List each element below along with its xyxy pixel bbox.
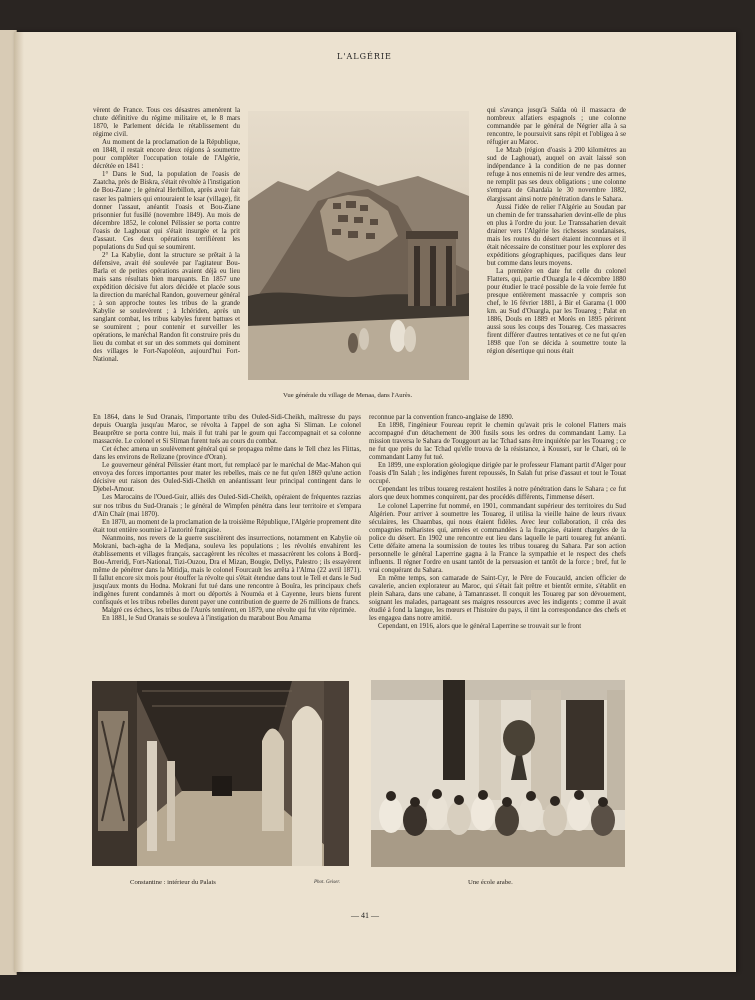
paragraph: En même temps, son camarade de Saint-Cyr, le Père de Foucauld, ancien officier de cavalerie, ancien explorateur au Maroc, qui s'était fait prêtre et bientôt ermite, s'établit en plein Sahara, dans une cabane, à Tamanrasset. Il conquit les Touareg par son dévouement, soignant les malades, partageant ses maigres ressources avec les indigents ; comme il avait étudié à fond la langue, les mœurs et l'histoire du pays, il tint la correspondance des chefs et les engagea dans notre amitié. [369,574,626,623]
paragraph: Cependant les tribus touareg restaient hostiles à notre pénétration dans le Sahara ; ce fut alors que deux hommes conquirent, par des procédés différents, l'immense désert. [369,486,626,502]
text-block-lower-left [93,414,361,623]
paragraph: Aussi l'idée de relier l'Algérie au Soudan par un chemin de fer transsaharien devint-elle de plus en plus à l'ordre du jour. Le Transsaharien devait drainer vers l'Algérie les richesses soudanaises, mais les routes du désert étaient inconnues et il était nécessaire de constituer pour les explorer des expéditions géographiques, pacifiques dans leur but comme dans leurs moyens. [487,203,626,267]
photo-credit: Phot. Geiser. [314,880,340,885]
paragraph: 2° La Kabylie, dont la structure se prêtait à la défensive, avait été soulevée par l'agitateur Bou-Barla et de petites opérations avaient déjà eu lieu mais sans résultats bien marquants. En 1857 une expédition décisive fut alors décidée et placée sous la direction du maréchal Randon, gouverneur général ; à son approche toutes les tribus de la grande Kabylie se soulevèrent ; à Ichériden, après un sanglant combat, les tribus kabyles furent battues et se soumirent ; pour contenir et surveiller les opérations, le maréchal Randon fit construire près du lieu du combat et sur un des sommets qui dominent des villages le Fort-Napoléon, aujourd'hui Fort-National. [93,251,240,364]
paragraph: vèrent de France. Tous ces désastres amenèrent la chute définitive du régime militaire et, le 8 mars 1870, le Parlement décida le rétablissement du régime civil. [93,107,240,139]
photo-constantine-palace [92,681,349,866]
paragraph: La première en date fut celle du colonel Flatters, qui, partie d'Ouargla le 4 décembre 1880 pour étudier le tracé possible de la voie ferrée fut presque entièrement massacrée y compris son chef, le 16 février 1881, à Bir el Garama (1 000 km. au Sud d'Ouargla, par les Touareg ; Palat en 1886, Douls en 1889 et Morès en 1895 périrent aussi sous les coups des Touareg. Ces massacres firent différer d'autres tentatives et ce ne fut qu'en 1898 que l'on se décida à soumettre toute la région désertique qui nous était [487,267,626,356]
paragraph: Le gouverneur général Pélissier étant mort, fut remplacé par le maréchal de Mac-Mahon qui envoya des forces importantes pour mater les rebelles, mais ce ne fut qu'en 1869 qu'une action décisive eut raison des Ouled-Sidi-Cheikh en anéantissant leur principal contingent dans le Djebel-Amour. [93,462,361,494]
photo-arab-school [371,680,625,867]
page-gutter [14,32,24,972]
paragraph: Néanmoins, nos revers de la guerre suscitèrent des insurrections, notamment en Kabylie où Mokrani, bach-agha de la Medjana, souleva les populations ; les révoltés envahirent les établissements et villages français, saccagèrent les récoltes et massacrèrent les colons à Bordj-Bou-Arreridj, Fort-National, Tizi-Ouzou, Dra el Mizan, Bougie, Dellys, Palestro ; ils essayèrent même de pénétrer dans la Mitidja, mais le colonel Fourcault les arrêta à l'Alma (22 avril 1871). Il fallut encore six mois pour étouffer la révolte qui s'était étendue dans tout le Tell et dans le Sud jusqu'aux monts du Hodna. Mokrani fut tué dans une rencontre à Bouïra, les principaux chefs indigènes furent condamnés à mort ou déportés à Nouméa et à Cayenne, leurs biens furent confisqués et les tribus rebelles durent payer une contribution de guerre de 26 millions de francs. [93,534,361,607]
paragraph: En 1899, une exploration géologique dirigée par le professeur Flamant partit d'Alger pour l'oasis d'In Salah ; les indigènes furent repoussés, In Salah fut prise d'assaut et tout le Touat occupé. [369,462,626,486]
running-header: L'ALGÉRIE [337,52,392,61]
paragraph: Les Marocains de l'Oued-Guir, alliés des Ouled-Sidi-Cheikh, opéraient de fréquentes razzias sur nos tribus du Sud-Oranais ; le général de Wimpfen pénétra dans leur territoire et s'empara d'Aïn Chaïr (mai 1870). [93,494,361,518]
paragraph: reconnue par la convention franco-anglaise de 1890. [369,414,514,421]
paragraph: Malgré ces échecs, les tribus de l'Aurès tentèrent, en 1879, une révolte qui fut vite réprimée. [102,607,356,615]
page-number: — 41 — [351,911,379,920]
paragraph: 1° Dans le Sud, la population de l'oasis de Zaatcha, près de Biskra, s'était révoltée à l'instigation de Bou-Ziane ; le général Herbillon, après avoir fait raser les palmiers qui entouraient le ksar (village), fit donner l'assaut, anéantit l'oasis et Bou-Ziane prisonnier fut fusillé (novembre 1849). Au mois de décembre 1852, le colonel Pélissier se porta contre l'oasis de Laghouat qui s'était insurgée et la prit d'assaut. Ces deux opérations terrifièrent les populations du Sud qui se soumirent. [93,171,240,251]
caption-top-photo: Vue générale du village de Menaa, dans l'Aurès. [283,392,413,399]
paragraph: Le Mzab (région d'oasis à 200 kilomètres au sud de Laghouat), auquel on avait laissé son indépendance à la condition de ne pas donner refuge à nos ennemis ni de leur vendre des armes, ne remplit pas ses deux obligations ; une colonne s'empara de Ghardaïa le 30 novembre 1882, élargissant ainsi notre pénétration dans le Sahara. [487,147,626,203]
paragraph: Cet échec amena un soulèvement général qui se propagea même dans le Tell chez les Flittas, dans les environs de Relizane (province d'Oran). [93,446,361,462]
text-block-lower-right [369,414,626,631]
text-column-right [487,107,626,356]
paragraph: En 1898, l'ingénieur Foureau reprit le chemin qu'avait pris le colonel Flatters mais accompagné d'un détachement de 300 fusils sous les ordres du commandant Lamy. La mission traversa le Sahara de Touggourt au lac Tchad sans être inquiétée par les Touareg ; ce ne fut que près du lac Tchad qu'elle trouva de la résistance, à Koussri, sur le Chari, où le commandant Lamy fut tué. [369,422,626,462]
paragraph: En 1864, dans le Sud Oranais, l'importante tribu des Ouled-Sidi-Cheikh, maîtresse du pays depuis Ouargla jusqu'au Maroc, se révolta à l'appel de son agha Si Sliman. Le colonel Beauprêtre se porta contre lui, mais il fut trahi par le goum qui l'accompagnait et sa colonne massacrée. Le colonel et Si Sliman furent tués au cours du combat. [93,414,361,446]
paragraph: Au moment de la proclamation de la République, en 1848, il restait encore deux régions à soumettre pour compléter l'occupation totale de l'Algérie, décrétée en 1841 : [93,139,240,171]
caption-bottom-left: Constantine : intérieur du Palais [130,879,216,886]
paragraph: Cependant, en 1916, alors que le général Laperrine se trouvait sur le front [378,623,582,631]
photo-menaa-village [248,111,469,380]
paragraph: En 1881, le Sud Oranais se souleva à l'instigation du marabout Bou Amama [102,615,311,623]
paragraph: qui s'avança jusqu'à Saïda où il massacra de nombreux alfatiers espagnols ; une colonne commandée par le général de Négrier alla à sa rencontre, le poursuivit sans répit et l'obligea à se réfugier au Maroc. [487,107,626,147]
caption-bottom-right: Une école arabe. [468,879,513,886]
text-column-left [93,107,240,365]
paragraph: Le colonel Laperrine fut nommé, en 1901, commandant supérieur des territoires du Sud Algérien. Pour arriver à soumettre les Touareg, il utilisa la vieille haine de leurs rivaux séculaires, les Chaambas, qui nous étaient fidèles. Avec leur collaboration, il créa des compagnies méharistes qui, armées et commandées à la française, étaient chargées de la police du désert. En 1902 une rencontre eut lieu dans laquelle le parti touareg fut anéanti. Cette défaite amena la soumission de toutes les tribus touareg du Sahara. Par son action personnelle le général Laperrine gagna à la France la sympathie et le respect des chefs influents. Il régner l'ordre en usant tantôt de la persuasion et tantôt de la force ; bref, fut le vrai conquérant du Sahara. [369,502,626,574]
paragraph: En 1870, au moment de la proclamation de la troisième République, l'Algérie proprement dite était tout entière soumise à l'autorité française. [93,518,361,534]
